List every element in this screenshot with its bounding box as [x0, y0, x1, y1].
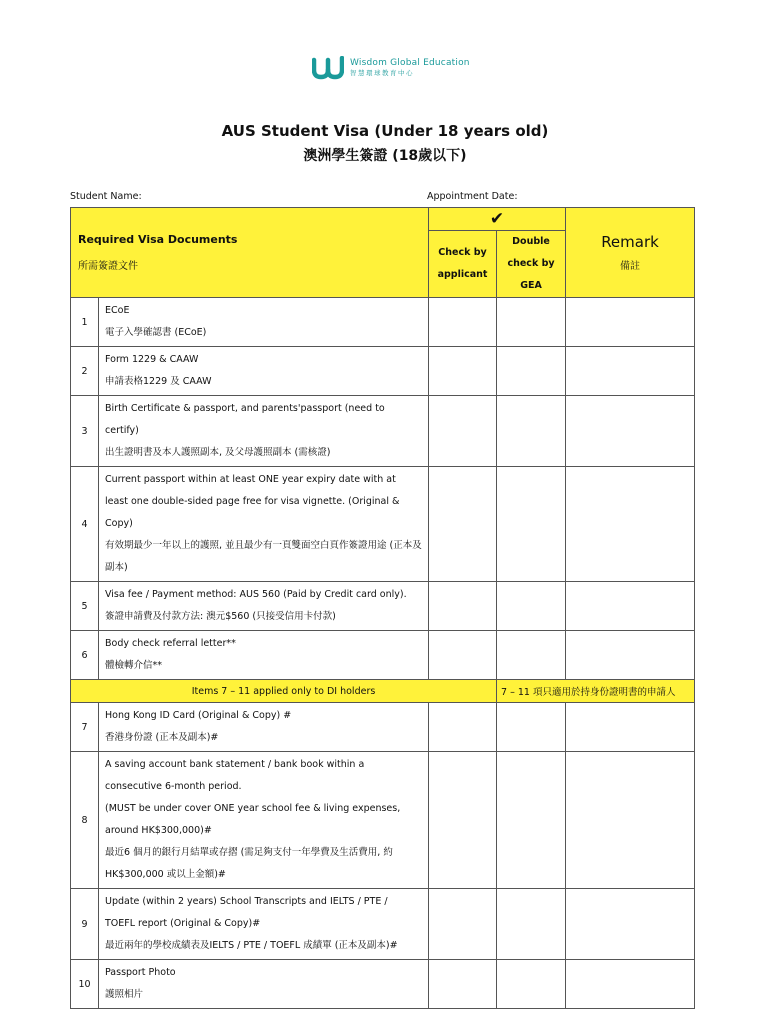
page-title: AUS Student Visa (Under 18 years old)	[221, 122, 549, 140]
document-line: 出生證明書及本人護照副本, 及父母護照副本 (需核證)	[105, 447, 331, 458]
document-line: 有效期最少一年以上的護照, 並且最少有一頁雙面空白頁作簽證用途 (正本及副本)	[105, 540, 422, 573]
document-description	[99, 752, 429, 889]
applicant-check-cell[interactable]	[429, 467, 497, 582]
document-description	[99, 889, 429, 960]
document-line: 申請表格1229 及 CAAW	[105, 376, 212, 387]
document-line: 護照相片	[105, 989, 144, 1000]
row-number: 7	[71, 703, 99, 752]
document-line: Copy)	[105, 518, 133, 529]
document-line: 最近兩年的學校成績表及IELTS / PTE / TOEFL 成績單 (正本及副本)#	[105, 940, 398, 951]
logo	[312, 56, 470, 80]
table-row	[71, 752, 695, 889]
remark-cell[interactable]	[566, 703, 695, 752]
gea-check-cell[interactable]	[497, 347, 566, 396]
table-row	[71, 960, 695, 1009]
document-description	[99, 298, 429, 347]
document-line: Hong Kong ID Card (Original & Copy) #	[105, 710, 292, 721]
row-number: 10	[71, 960, 99, 1009]
remark-header-en: Remark	[601, 233, 659, 251]
table-row	[71, 582, 695, 631]
remark-cell[interactable]	[566, 889, 695, 960]
remark-header	[566, 208, 695, 298]
document-line: around HK$300,000)#	[105, 825, 212, 836]
document-line: consecutive 6-month period.	[105, 781, 242, 792]
remark-cell[interactable]	[566, 582, 695, 631]
document-line: A saving account bank statement / bank book within a	[105, 759, 365, 770]
gea-check-cell[interactable]	[497, 582, 566, 631]
document-line: certify)	[105, 425, 139, 436]
document-line: Birth Certificate & passport, and parents'passport (need to	[105, 403, 385, 414]
applicant-check-cell[interactable]	[429, 396, 497, 467]
table-row	[71, 889, 695, 960]
remark-header-zh: 備註	[620, 261, 641, 272]
check-mark-icon: ✔	[429, 208, 566, 231]
table-row	[71, 631, 695, 680]
document-description	[99, 396, 429, 467]
logo-name-en: Wisdom Global Education	[350, 58, 470, 69]
document-line: 香港身份證 (正本及副本)#	[105, 732, 219, 743]
remark-cell[interactable]	[566, 631, 695, 680]
gea-check-cell[interactable]	[497, 467, 566, 582]
gea-check-cell[interactable]	[497, 752, 566, 889]
di-holders-band	[71, 680, 695, 703]
document-line: 最近6 個月的銀行月結單或存摺 (需足夠支付一年學費及生活費用, 約HK$300,000 或以上金額)#	[105, 847, 393, 880]
applicant-check-cell[interactable]	[429, 889, 497, 960]
gea-check-cell[interactable]	[497, 631, 566, 680]
document-line: 簽證申請費及付款方法: 澳元$560 (只接受信用卡付款)	[105, 611, 336, 622]
applicant-check-cell[interactable]	[429, 752, 497, 889]
gea-check-cell[interactable]	[497, 960, 566, 1009]
table-row	[71, 396, 695, 467]
gea-check-cell[interactable]	[497, 889, 566, 960]
row-number: 9	[71, 889, 99, 960]
document-description	[99, 582, 429, 631]
remark-cell[interactable]	[566, 467, 695, 582]
docs-header-zh: 所需簽證文件	[78, 261, 138, 272]
page-subtitle: 澳洲學生簽證 (18歲以下)	[303, 148, 467, 164]
remark-cell[interactable]	[566, 298, 695, 347]
docs-header	[71, 208, 429, 298]
header-tick-row	[71, 208, 695, 231]
row-number: 1	[71, 298, 99, 347]
applicant-check-cell[interactable]	[429, 582, 497, 631]
wisdom-logo-icon	[312, 56, 344, 80]
document-description	[99, 703, 429, 752]
document-line: Passport Photo	[105, 967, 176, 978]
row-number: 2	[71, 347, 99, 396]
logo-name-zh: 智慧環球教育中心	[350, 69, 414, 78]
document-line: Update (within 2 years) School Transcripts and IELTS / PTE /	[105, 896, 388, 907]
document-line: Visa fee / Payment method: AUS 560 (Paid by Credit card only).	[105, 589, 407, 600]
document-line: Current passport within at least ONE year expiry date with at	[105, 474, 396, 485]
student-name-label: Student Name:	[70, 191, 142, 202]
document-line: Body check referral letter**	[105, 638, 236, 649]
row-number: 4	[71, 467, 99, 582]
row-number: 5	[71, 582, 99, 631]
gea-check-cell[interactable]	[497, 703, 566, 752]
applicant-check-cell[interactable]	[429, 631, 497, 680]
document-line: Form 1229 & CAAW	[105, 354, 199, 365]
remark-cell[interactable]	[566, 960, 695, 1009]
gea-check-cell[interactable]	[497, 396, 566, 467]
remark-cell[interactable]	[566, 347, 695, 396]
row-number: 6	[71, 631, 99, 680]
document-line: ECoE	[105, 305, 130, 316]
documents-table	[70, 207, 695, 1009]
applicant-check-cell[interactable]	[429, 298, 497, 347]
document-description	[99, 960, 429, 1009]
document-description	[99, 631, 429, 680]
check-by-applicant-header: Check by applicant	[429, 231, 497, 298]
appointment-date-label: Appointment Date:	[427, 191, 518, 202]
document-line: (MUST be under cover ONE year school fee & living expenses,	[105, 803, 401, 814]
document-line: least one double-sided page free for visa vignette. (Original &	[105, 496, 400, 507]
double-check-gea-header: Double check by GEA	[497, 231, 566, 298]
remark-cell[interactable]	[566, 752, 695, 889]
applicant-check-cell[interactable]	[429, 347, 497, 396]
di-document-rows	[71, 703, 695, 1009]
applicant-check-cell[interactable]	[429, 703, 497, 752]
document-line: 體檢轉介信**	[105, 660, 163, 671]
table-row	[71, 347, 695, 396]
document-description	[99, 347, 429, 396]
applicant-check-cell[interactable]	[429, 960, 497, 1009]
row-number: 8	[71, 752, 99, 889]
row-number: 3	[71, 396, 99, 467]
document-rows	[71, 298, 695, 680]
band-text-en: Items 7 – 11 applied only to DI holders	[71, 680, 497, 703]
table-row	[71, 467, 695, 582]
document-description	[99, 467, 429, 582]
remark-cell[interactable]	[566, 396, 695, 467]
table-row	[71, 298, 695, 347]
table-row	[71, 703, 695, 752]
document-line: 電子入學確認書 (ECoE)	[105, 327, 207, 338]
docs-header-en: Required Visa Documents	[78, 233, 238, 246]
band-text-zh: 7 – 11 項只適用於持身份證明書的申請人	[497, 680, 695, 703]
gea-check-cell[interactable]	[497, 298, 566, 347]
document-line: TOEFL report (Original & Copy)#	[105, 918, 261, 929]
